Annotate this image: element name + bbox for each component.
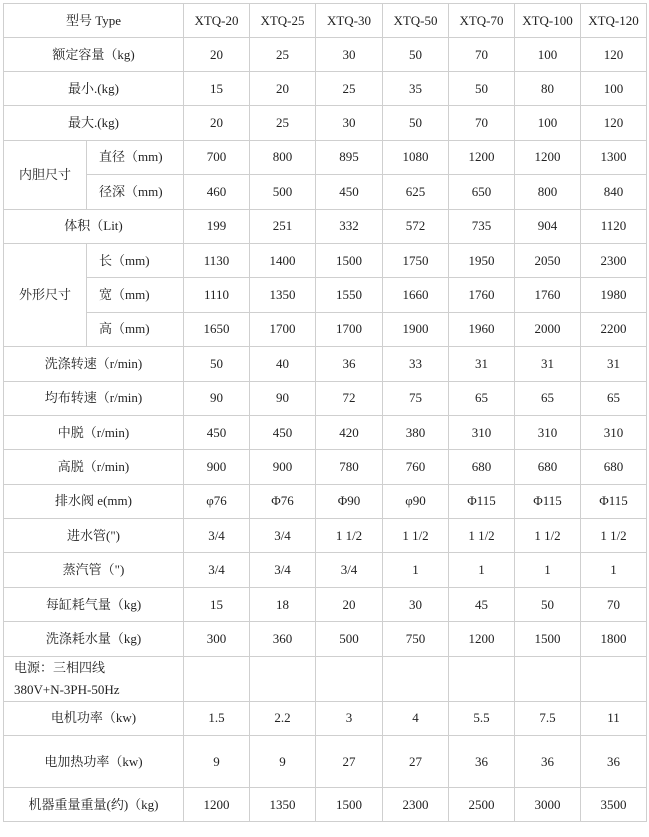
value-cell: 25 [316,72,383,106]
value-cell [316,656,383,701]
value-cell: 25 [250,106,316,140]
value-cell: 65 [449,381,515,415]
value-cell: Φ76 [250,484,316,518]
value-cell: 2300 [383,788,449,822]
table-row [4,209,647,243]
row-label-line: 电源：三相四线 [14,659,106,675]
value-cell: 3000 [515,788,581,822]
value-cell: 36 [316,347,383,381]
value-cell: 800 [250,140,316,174]
table-row [4,553,647,587]
value-cell: 760 [383,450,449,484]
value-cell: 1750 [383,243,449,277]
table-row [4,788,647,822]
value-cell: 90 [184,381,250,415]
value-cell: 2000 [515,312,581,346]
value-cell: 1 1/2 [515,519,581,553]
group-label: 外形尺寸 [4,243,87,346]
value-cell: 1500 [515,622,581,656]
value-cell: Φ115 [581,484,647,518]
row-sublabel: 高（mm) [87,312,184,346]
value-cell [581,656,647,701]
row-label: 电加热功率（kw) [4,736,184,788]
value-cell: 1960 [449,312,515,346]
value-cell: 3/4 [250,519,316,553]
table-row [4,587,647,621]
value-cell: Φ115 [449,484,515,518]
value-cell: 1200 [449,140,515,174]
value-cell: 450 [184,415,250,449]
value-cell: 7.5 [515,701,581,735]
value-cell: 1 [383,553,449,587]
value-cell: 1760 [515,278,581,312]
value-cell: 310 [449,415,515,449]
value-cell: 500 [316,622,383,656]
value-cell: 30 [316,106,383,140]
value-cell: 680 [515,450,581,484]
value-cell: 80 [515,72,581,106]
value-cell: 50 [383,38,449,72]
table-row [4,381,647,415]
value-cell: 3 [316,701,383,735]
value-cell: 735 [449,209,515,243]
value-cell: 1200 [515,140,581,174]
value-cell: 1 [515,553,581,587]
value-cell: 1 1/2 [449,519,515,553]
value-cell: 100 [515,106,581,140]
value-cell: 1 [449,553,515,587]
table-row [4,38,647,72]
model-header: XTQ-70 [449,4,515,38]
value-cell: 840 [581,175,647,209]
table-row [4,278,647,312]
table-row [4,72,647,106]
value-cell: 800 [515,175,581,209]
table-row [4,701,647,735]
value-cell: 572 [383,209,449,243]
value-cell: 15 [184,587,250,621]
value-cell: 20 [184,38,250,72]
model-header: XTQ-50 [383,4,449,38]
row-label: 额定容量（kg) [4,38,184,72]
header-type-label: 型号 Type [4,4,184,38]
value-cell: 1120 [581,209,647,243]
value-cell: 11 [581,701,647,735]
table-row [4,106,647,140]
value-cell: 199 [184,209,250,243]
row-label: 蒸汽管（") [4,553,184,587]
row-label: 最大.(kg) [4,106,184,140]
row-label: 中脱（r/min) [4,415,184,449]
value-cell [383,656,449,701]
value-cell: 30 [316,38,383,72]
value-cell: 75 [383,381,449,415]
value-cell: 31 [581,347,647,381]
value-cell: 45 [449,587,515,621]
table-row [4,622,647,656]
value-cell: 450 [316,175,383,209]
row-label [4,656,184,701]
value-cell: 1200 [449,622,515,656]
table-row [4,175,647,209]
value-cell: 750 [383,622,449,656]
row-sublabel: 宽（mm) [87,278,184,312]
table-row [4,736,647,788]
value-cell: 1500 [316,243,383,277]
value-cell: 120 [581,106,647,140]
value-cell: 15 [184,72,250,106]
row-label: 高脱（r/min) [4,450,184,484]
value-cell: 1300 [581,140,647,174]
value-cell: 1350 [250,278,316,312]
value-cell: 3/4 [250,553,316,587]
row-label: 洗涤耗水量（kg) [4,622,184,656]
value-cell: 25 [250,38,316,72]
value-cell: 30 [383,587,449,621]
value-cell: 50 [383,106,449,140]
value-cell: 1900 [383,312,449,346]
value-cell: 20 [250,72,316,106]
value-cell: 780 [316,450,383,484]
model-header: XTQ-30 [316,4,383,38]
value-cell: 27 [316,736,383,788]
value-cell: 1 [581,553,647,587]
value-cell: 1080 [383,140,449,174]
value-cell: 360 [250,622,316,656]
value-cell: 50 [515,587,581,621]
value-cell: 310 [581,415,647,449]
value-cell: 36 [515,736,581,788]
model-header: XTQ-25 [250,4,316,38]
value-cell: 3/4 [316,553,383,587]
value-cell: 1200 [184,788,250,822]
row-label: 机器重量重量(约)（kg) [4,788,184,822]
value-cell: Φ90 [316,484,383,518]
value-cell: 50 [449,72,515,106]
value-cell: 1950 [449,243,515,277]
value-cell: 2300 [581,243,647,277]
table-row [4,484,647,518]
value-cell: 1800 [581,622,647,656]
value-cell: φ90 [383,484,449,518]
value-cell: 3/4 [184,519,250,553]
value-cell: 72 [316,381,383,415]
value-cell: 3/4 [184,553,250,587]
value-cell: 65 [515,381,581,415]
value-cell: 70 [581,587,647,621]
value-cell: 1.5 [184,701,250,735]
value-cell: φ76 [184,484,250,518]
value-cell: 33 [383,347,449,381]
table-row [4,243,647,277]
value-cell: 625 [383,175,449,209]
row-label: 最小.(kg) [4,72,184,106]
value-cell: 1130 [184,243,250,277]
value-cell: 2200 [581,312,647,346]
value-cell: 1700 [250,312,316,346]
row-label-line: 380V+N-3PH-50Hz [14,681,120,697]
value-cell: 27 [383,736,449,788]
value-cell: 120 [581,38,647,72]
value-cell: 35 [383,72,449,106]
table-row [4,415,647,449]
value-cell: 1660 [383,278,449,312]
value-cell: 4 [383,701,449,735]
spec-table [3,3,647,822]
value-cell: 251 [250,209,316,243]
table-row [4,519,647,553]
value-cell: 31 [515,347,581,381]
value-cell: 70 [449,106,515,140]
model-header: XTQ-120 [581,4,647,38]
value-cell: 420 [316,415,383,449]
value-cell: 36 [581,736,647,788]
model-header: XTQ-100 [515,4,581,38]
row-sublabel: 径深（mm) [87,175,184,209]
value-cell: Φ115 [515,484,581,518]
value-cell: 900 [184,450,250,484]
value-cell: 1550 [316,278,383,312]
value-cell: 1350 [250,788,316,822]
value-cell: 2050 [515,243,581,277]
value-cell [449,656,515,701]
table-row [4,312,647,346]
value-cell: 1 1/2 [383,519,449,553]
value-cell: 300 [184,622,250,656]
row-label: 洗涤转速（r/min) [4,347,184,381]
value-cell [250,656,316,701]
value-cell [515,656,581,701]
table-row [4,656,647,701]
row-label: 每缸耗气量（kg) [4,587,184,621]
group-label: 内胆尺寸 [4,140,87,209]
value-cell: 1700 [316,312,383,346]
row-label: 体积（Lit) [4,209,184,243]
value-cell: 100 [581,72,647,106]
value-cell: 9 [184,736,250,788]
value-cell: 1980 [581,278,647,312]
value-cell: 50 [184,347,250,381]
row-sublabel: 直径（mm) [87,140,184,174]
value-cell: 1500 [316,788,383,822]
table-row [4,450,647,484]
value-cell: 1 1/2 [581,519,647,553]
value-cell: 90 [250,381,316,415]
value-cell: 450 [250,415,316,449]
table-row [4,347,647,381]
value-cell [184,656,250,701]
value-cell: 9 [250,736,316,788]
value-cell: 1110 [184,278,250,312]
value-cell: 1650 [184,312,250,346]
value-cell: 310 [515,415,581,449]
row-label: 均布转速（r/min) [4,381,184,415]
value-cell: 70 [449,38,515,72]
value-cell: 380 [383,415,449,449]
value-cell: 40 [250,347,316,381]
value-cell: 700 [184,140,250,174]
row-label: 电机功率（kw) [4,701,184,735]
value-cell: 1760 [449,278,515,312]
row-label: 排水阀 e(mm) [4,484,184,518]
value-cell: 900 [250,450,316,484]
table-row [4,140,647,174]
value-cell: 680 [581,450,647,484]
value-cell: 20 [184,106,250,140]
value-cell: 680 [449,450,515,484]
value-cell: 500 [250,175,316,209]
row-sublabel: 长（mm) [87,243,184,277]
value-cell: 332 [316,209,383,243]
value-cell: 904 [515,209,581,243]
value-cell: 2.2 [250,701,316,735]
value-cell: 31 [449,347,515,381]
value-cell: 65 [581,381,647,415]
value-cell: 2500 [449,788,515,822]
value-cell: 18 [250,587,316,621]
value-cell: 460 [184,175,250,209]
value-cell: 5.5 [449,701,515,735]
header-row [4,4,647,38]
value-cell: 1400 [250,243,316,277]
value-cell: 650 [449,175,515,209]
model-header: XTQ-20 [184,4,250,38]
value-cell: 895 [316,140,383,174]
value-cell: 20 [316,587,383,621]
value-cell: 100 [515,38,581,72]
value-cell: 3500 [581,788,647,822]
value-cell: 36 [449,736,515,788]
row-label: 进水管(") [4,519,184,553]
spec-table-body [4,4,647,822]
value-cell: 1 1/2 [316,519,383,553]
